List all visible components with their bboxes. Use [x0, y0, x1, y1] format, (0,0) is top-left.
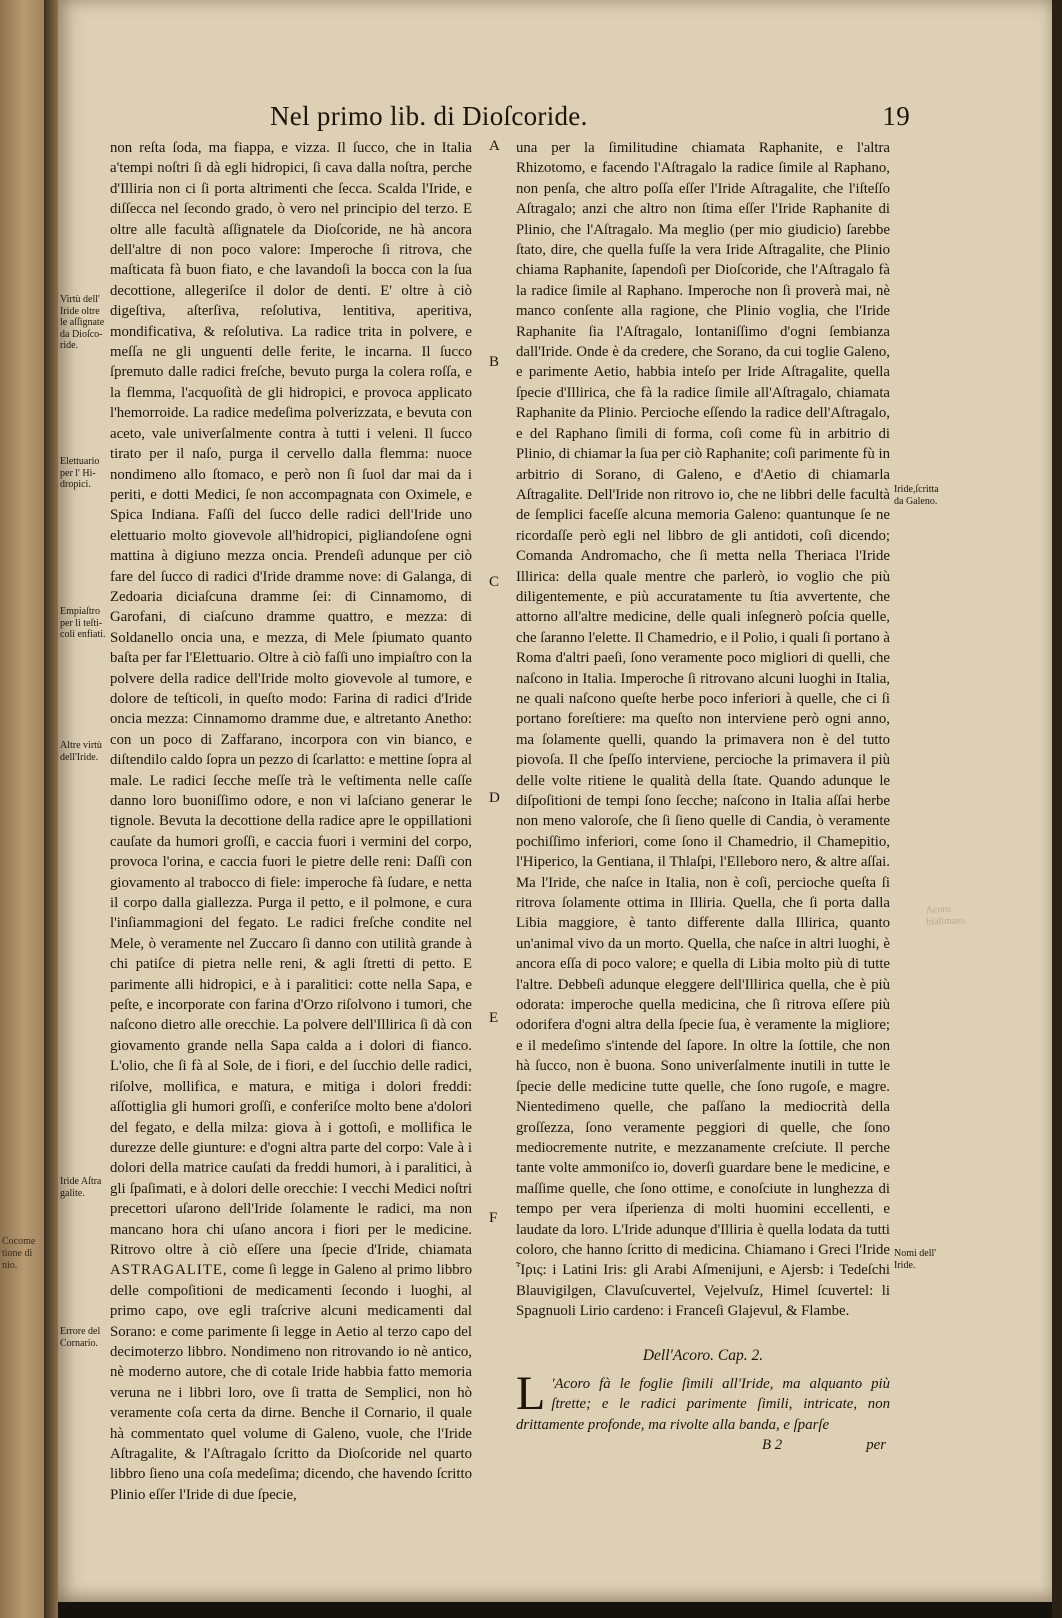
chapter-title: Dell'Acoro. Cap. 2. — [642, 1346, 764, 1364]
small-caps-term: ASTRAGALITE, — [110, 1262, 228, 1279]
body-text — [110, 138, 472, 1505]
body-text: una per la ſimilitudine chiamata Raphanite, e l'altra Rhizotomo, e facendo l'Aſtragalo la radice ſimile al Raphano, non penſa, che altro poſſa eſſer l'Iride Aſtragalite, che l'iſteſſo Aſtragalo; anzi che altro non ſtima eſſer l'Iride Raphanite di Plinio, che l'Aſtragalo. Ma meglio (per mio giudicio) ſarebbe ſtato, dire, che quella fuſſe la vera Iride Aſtragalite, che Plinio chiama Raphanite, ſapendoſi per Dioſcoride, che l'Aſtragalo fà la radice ſimile al Raphano. Imperoche non ſi proverà mai, nè manco conſente alla ragione, che Plinio voglia, che l'Iride Raphanite ſia l'Aſtragalo, lontaniſſimo d'ogni ſembianza dall'Iride. Onde è da credere, che Sorano, da cui toglie Galeno, e parimente Aetio, habbia inteſo per Iride Aſtragalite, quella ſpecie d'Illirica, che fà la radice ſimile all'Aſtragalo, chiamata Raphanite da Plinio. Percioche eſſendo la radice dell'Aſtragalo, e del Raphano ſimili di forma, coſi come fù in arbitrio di Plinio, di chiamar la ſua per ciò Raphanite; coſi parimente fù in arbitrio di Sorano, di Galeno, e d'Aetio di chiamarla Aſtragalite. Dell'Iride non ritrovo io, che ne libbri delle facultà de ſemplici faceſſe alcuna memoria Galeno: quantunque ſe ne ricordaſſe però egli nel libbro de gli antidoti, coſi dicendo; Comanda Andromacho, che ſi metta nella Theriaca l'Iride Illirica: della quale mentre che parlerò, io voglio che più diligentemente, e più accuratamente tu ſtia avvertente, che attorno all'altre medicine, delle quali inſegnerò poſcia quelle, che ſaranno l'elette. Il Chamedrio, e il Polio, i quali ſi portano à Roma d'altri paeſi, ſono veramente poco migliori di quelli, che naſcono in Italia. Imperoche ſi ritrovano alcuni luoghi in Italia, ne quali naſcono queſte herbe poco inferiori à quelle, che ci ſi portano foreſtiere: ma queſto non interviene però ogni anno, ma ſolamente quelli, quando la primavera non è del tutto piovoſa. Il che ſpeſſo interviene, percioche la primavera il più delle volte ritiene le qualità della ſtate. Quando adunque le diſpoſitioni de tempi ſono ſecche; naſcono in Italia aſſai herbe non meno valoroſe, che ſi ſieno quelle di Candia, ò veramente pochiſſimo inferiori, come ſono il Chamedrio, il Chamepitio, l'Hiperico, la Gentiana, il Thlaſpi, l'Elleboro nero, & altre aſſai. Ma l'Iride, che naſce in Italia, non è coſi, percioche queſta ſi ritrova ſolamente ottima in Illiria. Quella, che ſi porta dalla Libia maggiore, è tanto differente dalla Illirica, quanto un'animal vivo da un morto. Quella, che naſce in altri luoghi, è ancora eſſa di poco valore; e quella di Libia molto più di tutte l'altre. Debbeſi adunque eleggere dell'Illirica quella, che è più odorata: imperoche quella medicina, che ſi ritrova eſſere più odorifera d'ogni altra della ſpecie ſua, è veramente la migliore; e il medeſimo s'intende del ſapore. In oltre la ſottile, che non hà ſucco, non è buona. Sono univerſalmente inutili in tutte le ſpecie delle medicine tutte quelle, che ſono rugoſe, e magre. Nientedimeno quelle, che paſſano la mediocrità della groſſezza, ſono veramente peggiori di quelle, che ſono mediocremente nutrite, e mezzanamente creſciute. Il perche tante volte ammoniſco io, doverſi guardare bene le medicine, e maſſime quelle, che ſono ottime, e conoſciute in lunghezza di tempo per vera iſperienza di molti huomini eccellenti, e laudate da loro. L'Iride adunque d'Illiria è quella lodata da tutti coloro, che hanno ſcritto di medicina. Chiamano i Greci l'Iride Ἶρις: i Latini Iris: gli Arabi Aſmenijuni, e Ajersb: i Tedeſchi Blauvigilgen, Clavuſcuvertel, Vejelvuſz, Himel ſcuvertel: li Spagnuoli Lirio cardeno: i Franceſi Glajevul, & Flambe. — [516, 140, 890, 1320]
chapter-text — [516, 1366, 890, 1435]
left-column — [110, 138, 472, 1505]
body-text-part: non reſta ſoda, ma fiappa, e vizza. Il ſucco, che in Italia a'tempi noſtri ſi dà egli hidropici, ſi cava dalla noſtra, perche d'Illiria non ci ſi porta altrimenti che ſecca. Scalda l'Iride, e diſſecca nel ſecondo grado, ò vero nel principio del terzo. E oltre alle facultà aſſignatele da Dioſcoride, ne hà ancora dell'altre di non poco valore: Imperoche ſi ritrova, che maſticata fà buon fiato, e che lavandoſi la bocca con la ſua decottione, allegeriſce il dolor de denti. E' oltre à ciò digeſtiva, aſterſiva, reſolutiva, lentitiva, aperitiva, mondificativa, & reſolutiva. La radice trita in polvere, e meſſa ne gli unguenti delle ferite, le incarna. Il ſucco ſpremuto dalle radici freſche, bevuto purga la colera roſſa, e la flemma, l'acquoſità de gli hidropici, e provoca applicato l'hemorroide. La radice medeſima polverizzata, e bevuta con aceto, vale univerſalmente contra à tutti i veleni. Il ſucco tirato per il naſo, purga il cervello dalla flemma: nuoce nondimeno allo ſtomaco, e però non ſi ſuol dar mai da i periti, e dotti Medici, ſe non accompagnata con Oximele, e Spica Indiana. Faſſi del ſucco delle radici dell'Iride uno elettuario molto giovevole all'hidropici, pigliandoſene ogni mattina à digiuno mezza oncia. Prendeſi adunque per ciò fare del ſucco di radici d'Iride dramme nove: di Galanga, di Zedoaria diciaſcuna dramme ſei: di Cinnamomo, di Garofani, di ciaſcuno dramme quattro, e mezza: di Soldanello oncia una, e mezza, di Mele ſpiumato quanto baſta per far l'Elettuario. Oltre à ciò faſſi uno impiaſtro con la polvere della radice dell'Iride molto giovevole al tumore, e dolore de teſticoli, in queſto modo: Farina di radici d'Iride oncia mezza: Cinnamomo dramme due, e altretanto Anetho: con un poco di Zaffarano, incorpora con vin bianco, e diſtendilo caldo ſopra un pezzo di ſcarlatto: e mettine ſopra al male. Le radici ſecche meſſe trà le veſtimenta nelle caſſe danno loro buoniſſimo odore, e non vi laſciano generar le tignole. Bevuta la decottione della radice apre le oppillationi cauſate da humori groſſi, e caccia fuori i vermini del corpo, provoca l'orina, e caccia fuori le pietre delle reni: Daſſi con giovamento al trabocco di fiele: imperoche fà ſudare, e netta il corpo dalla giallezza. Purga il petto, e il polmone, e cura l'inſiammagioni del fegato. Le radici freſche condite nel Mele, ò veramente nel Zuccaro ſi danno con utilità grande à chi patiſce di pietra nelle reni, & agli ſtretti di petto. E parimente alli hidropici, e à i paralitici: cotte nella Sapa, e peſte, e incorporate con farina d'Orzo riſolvono i tumori, che naſcono dietro alle orecchie. La polvere dell'Illirica ſi dà con giovamento grande nella Sapa calda a i dolori di fianco. L'olio, che ſi fà al Sole, de i fiori, e del ſucchio delle radici, riſolve, mollifica, e matura, e mitiga i dolori freddi: aſſottiglia gli humori groſſi, e conferiſce molto bene a'dolori del fegato, e della milza: giova à i gottoſi, e mollifica le durezze delle giunture: e d'ogni altra parte del corpo: Vale à i dolori della matrice cauſati da freddi humori, à i paralitici, à gli ſpaſimati, e à dolori delle orecchie: I vecchi Medici noſtri precettori uſarono dell'Iride ſolamente le radici, ma non mancano hora chi uſano ancora i fiori per le medicine. Ritrovo oltre à ciò eſſere una ſpecie d'Iride, chiamata — [110, 140, 472, 1258]
faded-margin-note: Acoro biaſimato. — [925, 903, 967, 928]
drop-cap: L — [516, 1366, 546, 1420]
margin-note: Errore del Cornario. — [60, 1326, 101, 1349]
page-number: 19 — [882, 101, 910, 131]
margin-note: Altre virtù dell'Iride. — [60, 740, 102, 763]
margin-note: Iride Aſtra galite. — [60, 1176, 102, 1199]
body-text-part: come ſi legge in Galeno al primo libbro delle compoſitioni de medicamenti ſecondo i luoghi, al primo capo, ove egli traſcrive alcuni medicamenti dal Sorano: e come parimente ſi legge in Aetio al terzo capo del decimoterzo libbro. Nondimeno non ritrovando io nè antico, nè moderno autore, che di cotale Iride habbia fatto memoria veruna ne i libbri loro, ove ſi tratta de Semplici, non hò veramente coſa certa da dirne. Benche il Cornario, il quale hà commentato quel volume di Galeno, vuole, che l'Iride Aſtragalite, & l'Aſtragalo ſcritto da Dioſcoride nel quarto libbro ſieno una coſa medeſima; dicendo, che havendo ſcritto Plinio eſſer l'Iride di due ſpecie, — [110, 1262, 472, 1503]
previous-page-edge — [0, 0, 44, 1618]
section-letter-a: A — [489, 138, 500, 154]
section-letter-d: D — [489, 790, 500, 806]
section-letter-f: F — [489, 1210, 498, 1226]
margin-note: Iride,ſcritta da Galeno. — [894, 484, 939, 507]
section-letter-e: E — [489, 1010, 499, 1026]
book-gutter — [44, 0, 58, 1618]
margin-note: Nomi dell' Iride. — [894, 1248, 937, 1271]
section-letter-c: C — [489, 574, 500, 590]
catchword: per — [866, 1437, 886, 1454]
previous-page-fragment: Cocome tione di nio. — [2, 1236, 36, 1271]
margin-note: Elettuario per l' Hi- dropici. — [60, 456, 100, 490]
margin-note: Virtù dell' Iride oltre le aſſignate da Dioſco- ride. — [60, 294, 105, 351]
chapter-text-body: 'Acoro fà le foglie ſimili all'Iride, ma alquanto più ſtrette; e le radici parimente ſimili, intricate, non drittamente profonde, ma rivolte alla banda, e ſparſe — [516, 1375, 890, 1433]
section-letter-b: B — [489, 354, 500, 370]
page-header — [270, 98, 910, 134]
running-head: Nel primo lib. di Dioſcoride. — [270, 101, 588, 131]
page-edge — [1052, 0, 1062, 1618]
right-column — [516, 138, 890, 1455]
signature-line — [516, 1435, 890, 1455]
margin-note: Empiaſtro per li teſti- coli enfiati. — [60, 606, 106, 640]
signature-mark: B 2 — [762, 1437, 783, 1454]
